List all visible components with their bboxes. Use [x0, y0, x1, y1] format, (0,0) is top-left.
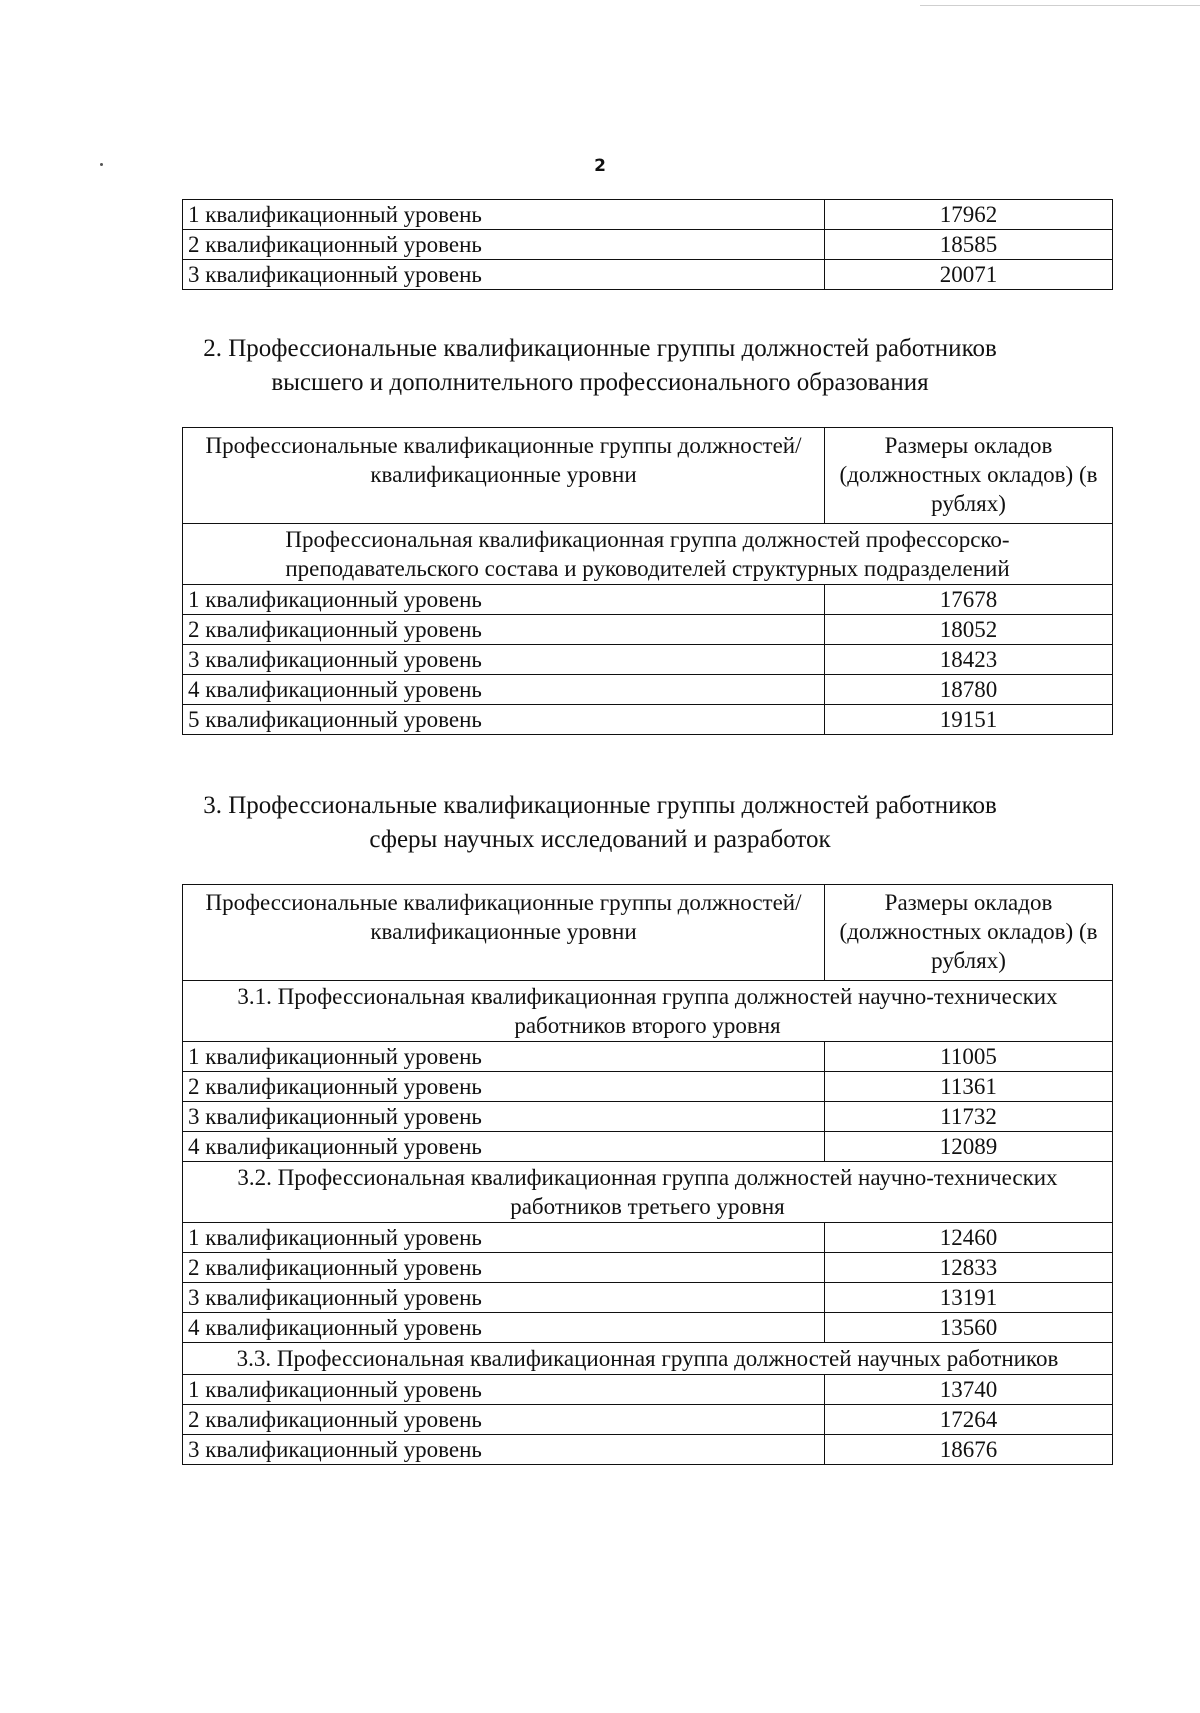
table-row — [183, 1283, 1113, 1313]
group-title: 3.3. Профессиональная квалификационная группа должностей научных работников — [183, 1343, 1113, 1375]
group-title: 3.1. Профессиональная квалификационная группа должностей научно-технических работников второго уровня — [183, 981, 1113, 1042]
table2-block — [182, 427, 1112, 735]
table-row — [183, 1223, 1113, 1253]
level-cell: 4 квалификационный уровень — [183, 675, 825, 705]
header-salary-size: Размеры окладов (должностных окладов) (в рублях) — [825, 428, 1113, 524]
section2-heading-line1: 2. Профессиональные квалификационные группы должностей работников — [203, 335, 997, 362]
table-row — [183, 615, 1113, 645]
section3-heading-line1: 3. Профессиональные квалификационные группы должностей работников — [203, 792, 997, 819]
level-cell: 4 квалификационный уровень — [183, 1132, 825, 1162]
table-row — [183, 585, 1113, 615]
table-row — [183, 645, 1113, 675]
table-row — [183, 1375, 1113, 1405]
level-cell: 1 квалификационный уровень — [183, 200, 825, 230]
table-row — [183, 1042, 1113, 1072]
table-row — [183, 675, 1113, 705]
salary-cell: 18052 — [825, 615, 1113, 645]
level-cell: 1 квалификационный уровень — [183, 585, 825, 615]
salary-cell: 13560 — [825, 1313, 1113, 1343]
group-row — [183, 524, 1113, 585]
table-row — [183, 1313, 1113, 1343]
salary-cell: 18585 — [825, 230, 1113, 260]
salary-cell: 20071 — [825, 260, 1113, 290]
salary-cell: 19151 — [825, 705, 1113, 735]
group-row — [183, 981, 1113, 1042]
level-cell: 3 квалификационный уровень — [183, 1435, 825, 1465]
table-row — [183, 1132, 1113, 1162]
scan-edge-line — [920, 5, 1200, 6]
page-number: 2 — [594, 156, 606, 176]
level-cell: 2 квалификационный уровень — [183, 230, 825, 260]
salary-cell: 13191 — [825, 1283, 1113, 1313]
level-cell: 2 квалификационный уровень — [183, 1253, 825, 1283]
level-cell: 3 квалификационный уровень — [183, 1102, 825, 1132]
level-cell: 3 квалификационный уровень — [183, 1283, 825, 1313]
salary-cell: 17962 — [825, 200, 1113, 230]
salary-cell: 12089 — [825, 1132, 1113, 1162]
group-title: Профессиональная квалификационная группа должностей профессорско-преподавательского состава и руководителей структурных подразделений — [183, 524, 1113, 585]
group-row — [183, 1162, 1113, 1223]
table1-block — [182, 199, 1112, 290]
section2-heading-line2: высшего и дополнительного профессионального образования — [271, 369, 929, 396]
group-row — [183, 1343, 1113, 1375]
salary-cell: 11005 — [825, 1042, 1113, 1072]
level-cell: 1 квалификационный уровень — [183, 1042, 825, 1072]
section2-heading — [120, 332, 1080, 400]
salary-cell: 18676 — [825, 1435, 1113, 1465]
table-header-row — [183, 428, 1113, 524]
table-row — [183, 260, 1113, 290]
level-cell: 2 квалификационный уровень — [183, 1405, 825, 1435]
salary-cell: 17678 — [825, 585, 1113, 615]
level-cell: 5 квалификационный уровень — [183, 705, 825, 735]
level-cell: 1 квалификационный уровень — [183, 1223, 825, 1253]
level-cell: 2 квалификационный уровень — [183, 1072, 825, 1102]
salary-cell: 18423 — [825, 645, 1113, 675]
table-row — [183, 230, 1113, 260]
salary-cell: 13740 — [825, 1375, 1113, 1405]
table-row — [183, 1102, 1113, 1132]
table-row — [183, 1072, 1113, 1102]
salary-cell: 18780 — [825, 675, 1113, 705]
salary-cell: 12460 — [825, 1223, 1113, 1253]
table-header-row — [183, 885, 1113, 981]
level-cell: 3 квалификационный уровень — [183, 645, 825, 675]
level-cell: 2 квалификационный уровень — [183, 615, 825, 645]
salary-cell: 11732 — [825, 1102, 1113, 1132]
salary-cell: 11361 — [825, 1072, 1113, 1102]
salary-table-1 — [182, 199, 1113, 290]
level-cell: 1 квалификационный уровень — [183, 1375, 825, 1405]
salary-cell: 12833 — [825, 1253, 1113, 1283]
header-groups-levels: Профессиональные квалификационные группы должностей/квалификационные уровни — [183, 885, 825, 981]
salary-cell: 17264 — [825, 1405, 1113, 1435]
table-row — [183, 1253, 1113, 1283]
header-salary-size: Размеры окладов (должностных окладов) (в рублях) — [825, 885, 1113, 981]
level-cell: 4 квалификационный уровень — [183, 1313, 825, 1343]
section3-heading-line2: сферы научных исследований и разработок — [369, 826, 831, 853]
table3-block — [182, 884, 1112, 1465]
header-groups-levels: Профессиональные квалификационные группы должностей/квалификационные уровни — [183, 428, 825, 524]
table-row — [183, 200, 1113, 230]
salary-table-2 — [182, 427, 1113, 735]
group-title: 3.2. Профессиональная квалификационная группа должностей научно-технических работников третьего уровня — [183, 1162, 1113, 1223]
table-row — [183, 705, 1113, 735]
level-cell: 3 квалификационный уровень — [183, 260, 825, 290]
table-row — [183, 1405, 1113, 1435]
salary-table-3 — [182, 884, 1113, 1465]
table-row — [183, 1435, 1113, 1465]
section3-heading — [120, 789, 1080, 857]
